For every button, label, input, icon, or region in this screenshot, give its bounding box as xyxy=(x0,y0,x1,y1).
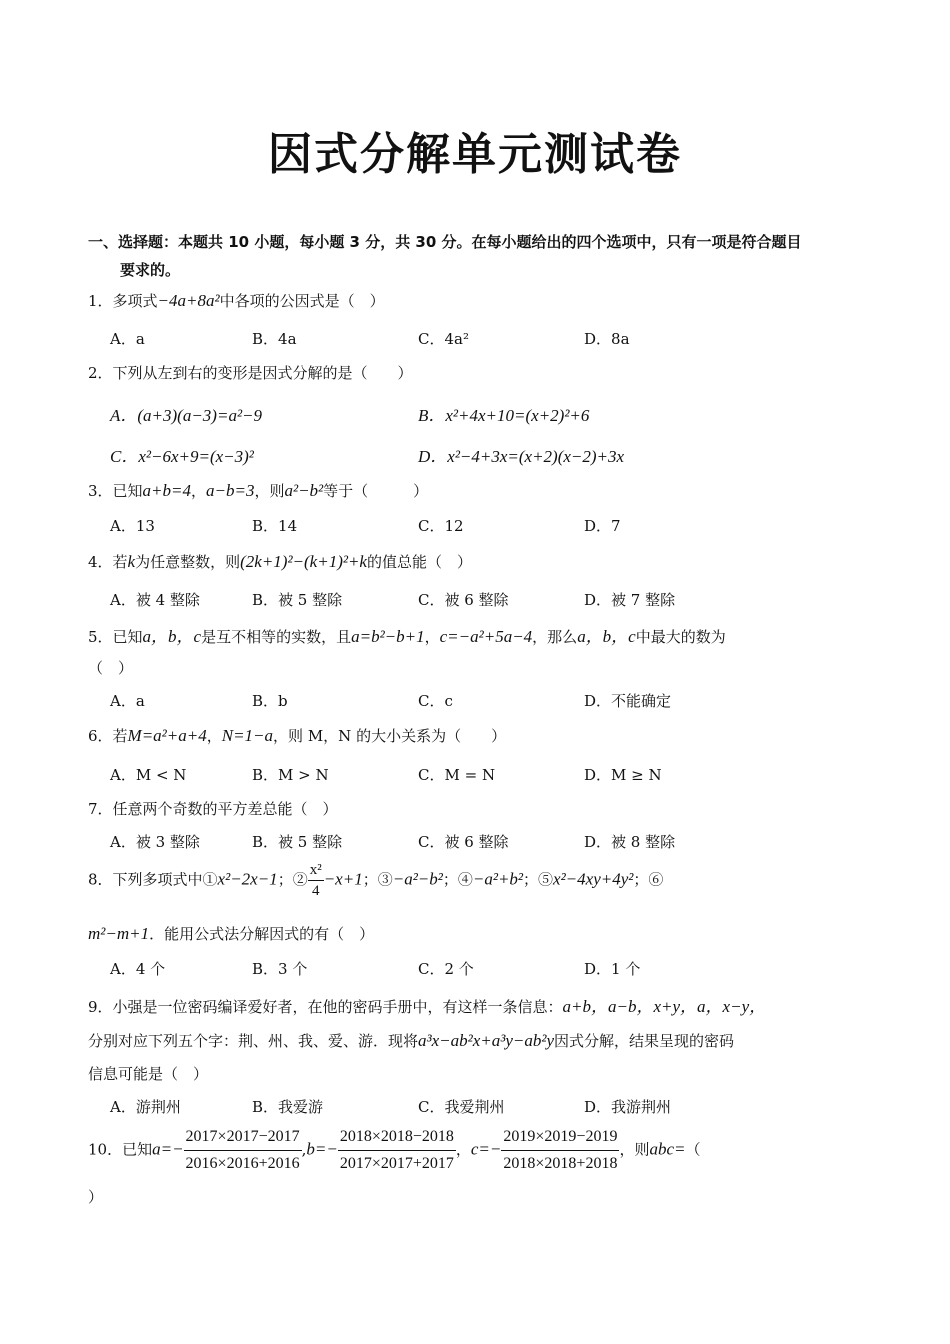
question-9-line2: 分别对应下列五个字：荆、州、我、爱、游．现将a³x−ab²x+a³y−ab²y因式分解，结果呈现的密码 xyxy=(88,1031,735,1050)
option-a[interactable]: A．(a+3)(a−3)=a²−9 xyxy=(110,406,263,425)
option-d[interactable]: D．M ≥ N xyxy=(584,766,662,784)
question-8-options xyxy=(110,958,870,980)
option-c[interactable]: C．x²−6x+9=(x−3)² xyxy=(110,447,254,466)
option-c[interactable]: C．4a² xyxy=(418,330,469,348)
question-6-options xyxy=(110,764,870,786)
question-10-line2: ） xyxy=(88,1188,104,1206)
section-heading-line2: 要求的。 xyxy=(120,261,181,279)
question-5-options xyxy=(110,690,870,712)
option-a[interactable]: A．4 个 xyxy=(110,960,166,978)
fraction-c: $\frac{2019\times 2019-2019}{2018\times 2018+2018}$ xyxy=(501,1124,619,1177)
question-4-options xyxy=(110,589,870,611)
option-a[interactable]: A．游荆州 xyxy=(110,1098,181,1116)
question-1-options xyxy=(110,328,870,350)
option-d[interactable]: D．不能确定 xyxy=(584,692,672,710)
option-a[interactable]: A．13 xyxy=(110,517,155,535)
option-d[interactable]: D．8a xyxy=(584,330,630,348)
question-6: 6．若M=a²+a+4，N=1−a，则 M，N 的大小关系为（ ） xyxy=(88,726,507,745)
option-d[interactable]: D．被 8 整除 xyxy=(584,833,676,851)
question-10: 10．已知a=− $\frac{2017\times 2017-2017}{2016\times 2016+2016}$ ,b=− $\frac{2018\times 2018-2018}{2017\times 2017+2017}$ ，c=− $\frac{2019\times 2019-2019}{2018\times 2018+2018}$ ，则abc=（ xyxy=(88,1124,701,1177)
question-7-options xyxy=(110,831,870,853)
fraction-a: $\frac{2017\times 2017-2017}{2016\times 2016+2016}$ xyxy=(184,1124,302,1177)
option-b[interactable]: B．我爱游 xyxy=(252,1098,324,1116)
option-c[interactable]: C．c xyxy=(418,692,453,710)
option-a[interactable]: A．被 3 整除 xyxy=(110,833,200,851)
question-5: 5．已知a，b，c是互不相等的实数，且a=b²−b+1，c=−a²+5a−4，那么a，b，c中最大的数为 xyxy=(88,627,726,646)
option-d[interactable]: D．被 7 整除 xyxy=(584,591,676,609)
question-2: 2．下列从左到右的变形是因式分解的是（ ） xyxy=(88,364,413,382)
option-c[interactable]: C．被 6 整除 xyxy=(418,591,509,609)
question-2-options-row1 xyxy=(110,401,870,423)
option-b[interactable]: B．14 xyxy=(252,517,298,535)
option-a[interactable]: A．被 4 整除 xyxy=(110,591,200,609)
option-b[interactable]: B．被 5 整除 xyxy=(252,833,343,851)
option-d[interactable]: D．我游荆州 xyxy=(584,1098,672,1116)
question-9: 9．小强是一位密码编译爱好者，在他的密码手册中，有这样一条信息：a+b，a−b，x+y，a，x−y， xyxy=(88,997,767,1016)
fraction-b: $\frac{2018\times 2018-2018}{2017\times 2017+2017}$ xyxy=(338,1124,456,1177)
option-a[interactable]: A．a xyxy=(110,692,145,710)
option-d[interactable]: D．1 个 xyxy=(584,960,641,978)
question-1: 1．多项式−4a+8a²中各项的公因式是（ ） xyxy=(88,291,385,310)
option-b[interactable]: B．被 5 整除 xyxy=(252,591,343,609)
question-2-options-row2 xyxy=(110,442,870,464)
section-heading xyxy=(88,228,868,284)
fraction: $\frac{\text{x²}}{4}$ xyxy=(309,862,322,899)
option-b[interactable]: B．b xyxy=(252,692,288,710)
option-b[interactable]: B．3 个 xyxy=(252,960,308,978)
option-a[interactable]: A．a xyxy=(110,330,145,348)
question-9-options xyxy=(110,1096,870,1118)
option-b[interactable]: B．4a xyxy=(252,330,297,348)
section-heading-line1: 一、选择题：本题共 10 小题，每小题 3 分，共 30 分。在每小题给出的四个选项中，只有一项是符合题目 xyxy=(88,233,802,251)
question-7: 7．任意两个奇数的平方差总能（ ） xyxy=(88,800,338,818)
option-b[interactable]: B．M > N xyxy=(252,766,329,784)
question-3: 3．已知a+b=4，a−b=3，则a²−b²等于（ ） xyxy=(88,481,429,500)
question-8-line2: m²−m+1．能用公式法分解因式的有（ ） xyxy=(88,924,375,943)
option-c[interactable]: C．我爱荆州 xyxy=(418,1098,505,1116)
option-a[interactable]: A．M < N xyxy=(110,766,187,784)
question-9-line3: 信息可能是（ ） xyxy=(88,1065,209,1083)
question-8: 8．下列多项式中①x²−2x−1；② $\frac{\text{x²}}{4}$ −x+1；③−a²−b²；④−a²+b²；⑤x²−4xy+4y²；⑥ xyxy=(88,862,664,899)
page-title: 因式分解单元测试卷 xyxy=(268,129,682,180)
option-d[interactable]: D．x²−4+3x=(x+2)(x−2)+3x xyxy=(418,447,625,466)
question-5-line2: （ ） xyxy=(88,659,134,677)
option-c[interactable]: C．M = N xyxy=(418,766,496,784)
option-c[interactable]: C．12 xyxy=(418,517,464,535)
option-d[interactable]: D．7 xyxy=(584,517,621,535)
option-c[interactable]: C．被 6 整除 xyxy=(418,833,509,851)
question-3-options xyxy=(110,515,870,537)
option-c[interactable]: C．2 个 xyxy=(418,960,474,978)
option-b[interactable]: B．x²+4x+10=(x+2)²+6 xyxy=(418,406,590,425)
question-4: 4．若k为任意整数，则(2k+1)²−(k+1)²+k的值总能（ ） xyxy=(88,552,472,571)
